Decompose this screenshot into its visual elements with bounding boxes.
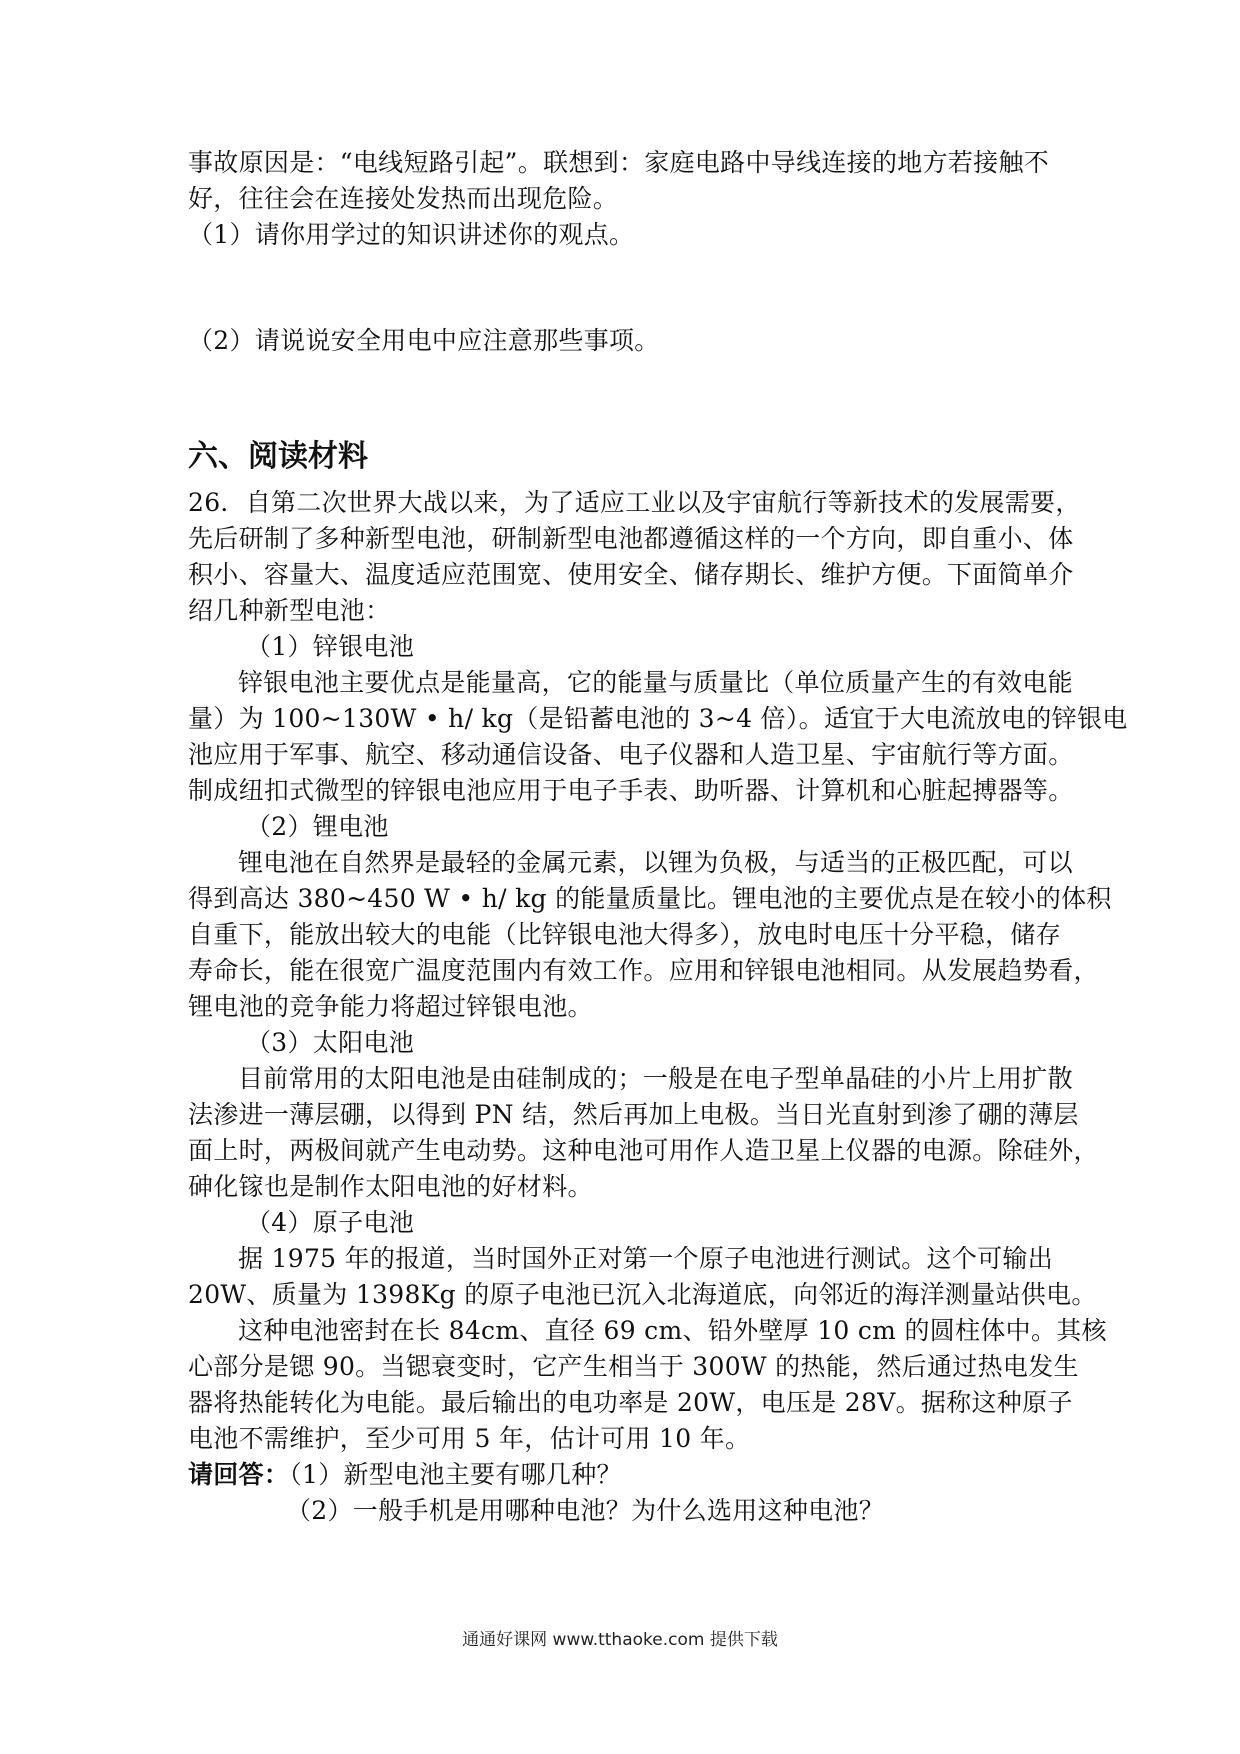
battery-section-atomic <box>188 1205 1107 1457</box>
intro-line-1: 事故原因是：“电线短路引起”。联想到：家庭电路中导线连接的地方若接触不 <box>188 148 1050 177</box>
reading-intro-line-2: 先后研制了多种新型电池，研制新型电池都遵循这样的一个方向，即自重小、体 <box>188 524 1074 553</box>
document-page <box>188 145 1128 1529</box>
answer-question-1: （1）新型电池主要有哪几种？ <box>289 1460 622 1489</box>
answer-question-1-row <box>188 1457 1060 1493</box>
page-footer: 通通好课网 www.tthaoke.com 提供下载 <box>462 1630 778 1650</box>
battery2-line-2: 得到高达 380~450 W • h/ kg 的能量质量比。锂电池的主要优点是在较小的体积 <box>188 884 1112 913</box>
battery4-p2-line-3: 器将热能转化为电能。最后输出的电功率是 20W，电压是 28V。据称这种原子 <box>188 1388 1073 1417</box>
battery4-p2-line-2: 心部分是锶 90。当锶衰变时，它产生相当于 300W 的热能，然后通过热电发生 <box>188 1352 1079 1381</box>
battery3-line-3: 面上时，两极间就产生电动势。这种电池可用作人造卫星上仪器的电源。除硅外， <box>188 1136 1099 1165</box>
battery-heading-3: （3）太阳电池 <box>246 1028 415 1057</box>
intro-question-2: （2）请说说安全用电中应注意那些事项。 <box>188 326 660 355</box>
battery4-p1-line-2: 20W、质量为 1398Kg 的原子电池已沉入北海道底，向邻近的海洋测量站供电。 <box>188 1280 1097 1309</box>
section-title: 六、阅读材料 <box>188 439 368 474</box>
answer-label: 请回答： <box>188 1460 290 1489</box>
reading-intro-line-3: 积小、容量大、温度适应范围宽、使用安全、储存期长、维护方便。下面简单介 <box>188 560 1074 589</box>
answer-question-2: （2）一般手机是用哪种电池？为什么选用这种电池？ <box>286 1496 885 1525</box>
battery-heading-1: （1）锌银电池 <box>246 632 415 661</box>
battery2-line-4: 寿命长，能在很宽广温度范围内有效工作。应用和锌银电池相同。从发展趋势看， <box>188 956 1099 985</box>
battery1-line-3: 池应用于军事、航空、移动通信设备、电子仪器和人造卫星、宇宙航行等方面。 <box>188 740 1074 769</box>
answer-space-1 <box>188 253 1060 323</box>
battery3-line-2: 法渗进一薄层硼，以得到 PN 结，然后再加上电极。当日光直射到渗了硼的薄层 <box>188 1100 1079 1129</box>
reading-intro-line-4: 绍几种新型电池： <box>188 596 391 625</box>
battery1-line-4: 制成纽扣式微型的锌银电池应用于电子手表、助听器、计算机和心脏起搏器等。 <box>188 776 1074 805</box>
intro-line-2: 好，往往会在连接处发热而出现危险。 <box>188 184 619 213</box>
battery-heading-4: （4）原子电池 <box>246 1208 415 1237</box>
battery1-line-1: 锌银电池主要优点是能量高，它的能量与质量比（单位质量产生的有效电能 <box>238 668 1073 697</box>
battery3-line-1: 目前常用的太阳电池是由硅制成的；一般是在电子型单晶硅的小片上用扩散 <box>238 1064 1073 1093</box>
answer-space-2 <box>188 359 1060 435</box>
battery3-line-4: 砷化镓也是制作太阳电池的好材料。 <box>188 1172 593 1201</box>
battery-heading-2: （2）锂电池 <box>246 812 389 841</box>
battery2-line-3: 自重下，能放出较大的电能（比锌银电池大得多），放电时电压十分平稳，储存 <box>188 920 1062 949</box>
battery4-p1-line-1: 据 1975 年的报道，当时国外正对第一个原子电池进行测试。这个可输出 <box>238 1244 1054 1273</box>
battery-section-solar <box>188 1025 1099 1205</box>
battery2-line-5: 锂电池的竞争能力将超过锌银电池。 <box>188 992 593 1021</box>
intro-question-1: （1）请你用学过的知识讲述你的观点。 <box>188 220 635 249</box>
answer-prompt <box>188 1457 1060 1529</box>
battery1-line-2: 量）为 100~130W • h/ kg（是铅蓄电池的 3~4 倍）。适宜于大电流放电的锌银电 <box>188 704 1128 733</box>
battery2-line-1: 锂电池在自然界是最轻的金属元素，以锂为负极，与适当的正极匹配，可以 <box>238 848 1073 877</box>
battery4-p2-line-4: 电池不需维护，至少可用 5 年，估计可用 10 年。 <box>188 1424 751 1453</box>
battery-section-zinc-silver <box>188 629 1128 809</box>
intro-block <box>188 145 1060 435</box>
reading-intro-line-1: 26．自第二次世界大战以来，为了适应工业以及宇宙航行等新技术的发展需要， <box>188 488 1081 517</box>
battery4-p2-line-1: 这种电池密封在长 84cm、直径 69 cm、铅外壁厚 10 cm 的圆柱体中。其核 <box>238 1316 1107 1345</box>
reading-intro <box>188 485 1081 629</box>
battery-section-lithium <box>188 809 1112 1025</box>
